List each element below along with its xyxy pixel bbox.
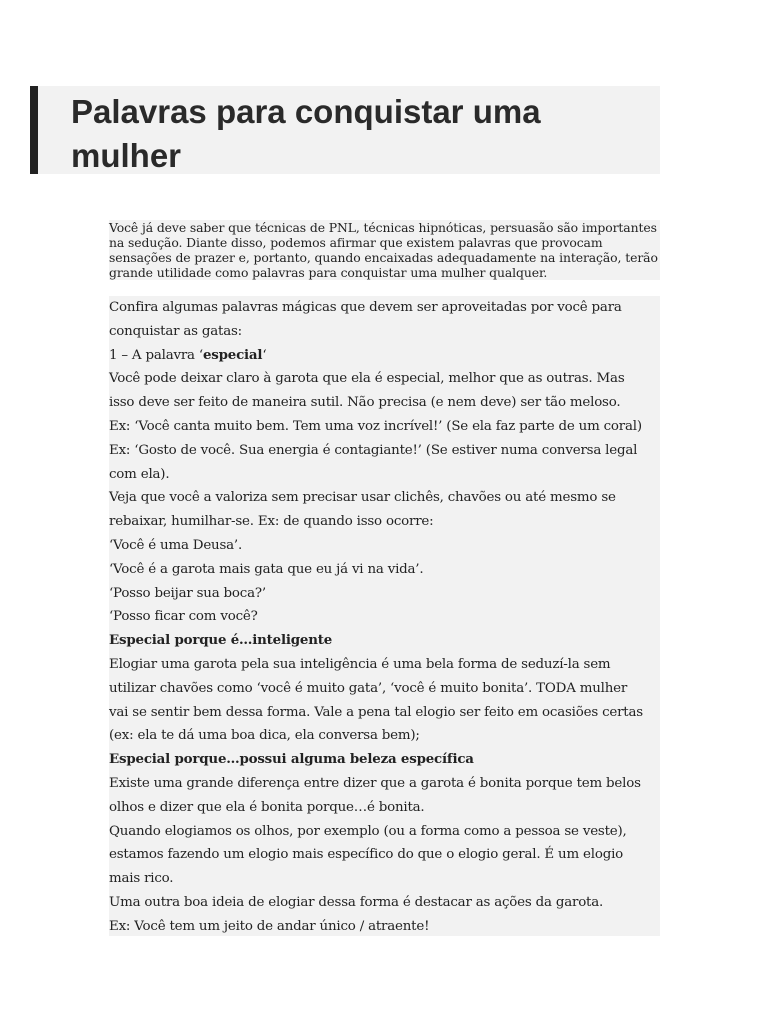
section-heading bbox=[109, 748, 660, 772]
body-line: conquistar as gatas: bbox=[109, 323, 242, 339]
body-line: ‘Posso ficar com você? bbox=[109, 609, 258, 625]
heading-prefix: 1 – A palavra ‘ bbox=[109, 347, 203, 363]
heading-keyword: especial bbox=[202, 346, 263, 363]
body-line: Ex: Você tem um jeito de andar único / atraente! bbox=[109, 918, 430, 934]
body-line: rebaixar, humilhar-se. Ex: de quando isso ocorre: bbox=[109, 514, 434, 530]
body-line: Veja que você a valoriza sem precisar usar clichês, chavões ou até mesmo se bbox=[109, 490, 616, 506]
heading-suffix: ‘ bbox=[262, 347, 267, 363]
body-line: olhos e dizer que ela é bonita porque…é bonita. bbox=[109, 799, 425, 815]
body-line: ‘Posso beijar sua boca?’ bbox=[109, 585, 266, 601]
body-line: estamos fazendo um elogio mais específico do que o elogio geral. É um elogio bbox=[109, 847, 624, 863]
body-line: Confira algumas palavras mágicas que devem ser aproveitadas por você para bbox=[109, 300, 622, 315]
body-line: Elogiar uma garota pela sua inteligência é uma bela forma de seduzí-la sem bbox=[109, 656, 611, 672]
body-line: Quando elogiamos os olhos, por exemplo (ou a forma como a pessoa se veste), bbox=[109, 823, 627, 839]
body-line: isso deve ser feito de maneira sutil. Não precisa (e nem deve) ser tão meloso. bbox=[109, 395, 621, 411]
article-body bbox=[109, 296, 660, 936]
body-line: Você pode deixar claro à garota que ela é especial, melhor que as outras. Mas bbox=[109, 371, 625, 387]
body-line: Ex: ‘Você canta muito bem. Tem uma voz incrível!’ (Se ela faz parte de um coral) bbox=[109, 418, 642, 434]
body-line: ‘Você é a garota mais gata que eu já vi na vida’. bbox=[109, 561, 424, 577]
body-line: com ela). bbox=[109, 466, 170, 482]
intro-paragraph: Você já deve saber que técnicas de PNL, técnicas hipnóticas, persuasão são importantes na sedução. Diante disso, podemos afirmar que existem palavras que provocam sensações de prazer e, portanto, quando encaixadas adequadamente na interação, terão grande utilidade como palavras para conquistar uma mulher qualquer. bbox=[109, 220, 660, 280]
body-line: vai se sentir bem dessa forma. Vale a pena tal elogio ser feito em ocasiões certas bbox=[109, 704, 643, 720]
body-line: Uma outra boa ideia de elogiar dessa forma é destacar as ações da garota. bbox=[109, 894, 604, 910]
section-heading-text: Especial porque é…inteligente bbox=[109, 632, 333, 649]
section-heading-text: Especial porque…possui alguma beleza específica bbox=[109, 751, 474, 768]
body-line: Existe uma grande diferença entre dizer que a garota é bonita porque tem belos bbox=[109, 775, 641, 791]
body-line: utilizar chavões como ‘você é muito gata’, ‘você é muito bonita’. TODA mulher bbox=[109, 680, 628, 696]
section-heading bbox=[109, 629, 660, 653]
body-line: Ex: ‘Gosto de você. Sua energia é contagiante!’ (Se estiver numa conversa legal bbox=[109, 442, 638, 458]
title-banner bbox=[30, 86, 660, 174]
numbered-heading bbox=[109, 344, 660, 368]
body-line: ‘Você é uma Deusa’. bbox=[109, 537, 243, 553]
body-line: (ex: ela te dá uma boa dica, ela conversa bem); bbox=[109, 728, 420, 744]
body-line: mais rico. bbox=[109, 871, 174, 887]
page-title: Palavras para conquistar uma mulher bbox=[71, 93, 541, 174]
